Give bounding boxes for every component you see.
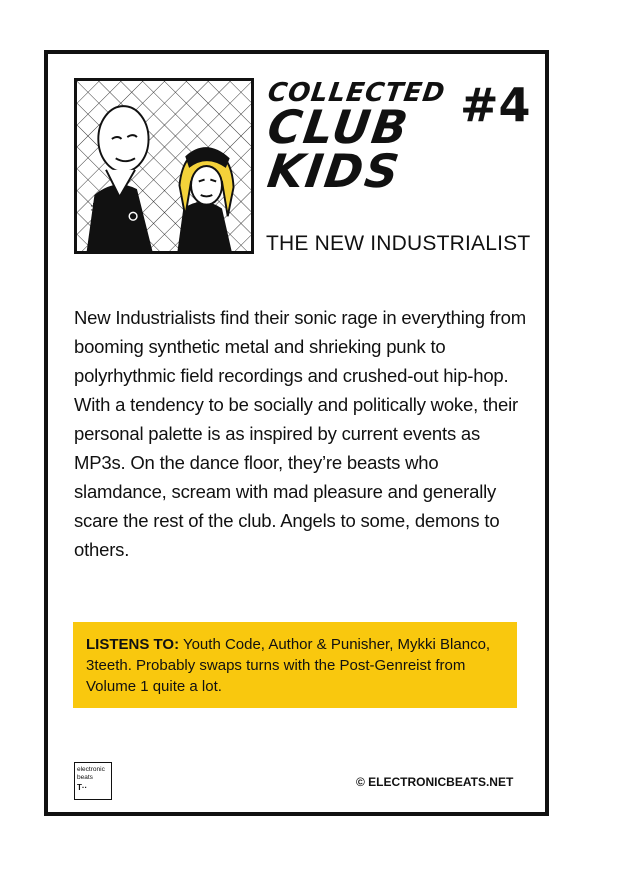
listens-to-box <box>73 622 517 708</box>
logo-line1: electronic <box>77 766 105 773</box>
series-title <box>264 78 448 198</box>
card-title: THE NEW INDUSTRIALIST <box>266 232 531 255</box>
club-kids-illustration <box>74 78 254 254</box>
logo-line2: beats <box>77 773 93 781</box>
illustration-drawing <box>77 81 251 251</box>
issue-number: #4 <box>460 78 531 132</box>
listens-to-text: Youth Code, Author & Punisher, Mykki Blanco, 3teeth. Probably swaps turns with the Post-Genreist from Volume 1 quite a lot. <box>86 636 491 695</box>
svg-text:‡: ‡ <box>90 200 97 215</box>
listens-to-label: LISTENS TO: <box>86 636 180 653</box>
series-title-line2: CLUB <box>264 100 413 154</box>
series-title-line3: KIDS <box>264 143 404 198</box>
electronic-beats-logo <box>74 762 112 800</box>
copyright: © ELECTRONICBEATS.NET <box>356 775 514 789</box>
telekom-mark: T·· <box>77 783 88 792</box>
series-title-line1: COLLECTED <box>265 78 448 108</box>
card-description: New Industrialists find their sonic rage in everything from booming synthetic metal and shrieking punk to polyrhythmic field recordings and crushed-out hip-hop. With a tendency to be socially and politically woke, their personal palette is as inspired by current events as MP3s. On the dance floor, they’re beasts who slamdance, scream with mad pleasure and generally scare the rest of the club. Angels to some, demons to others. <box>74 307 526 560</box>
